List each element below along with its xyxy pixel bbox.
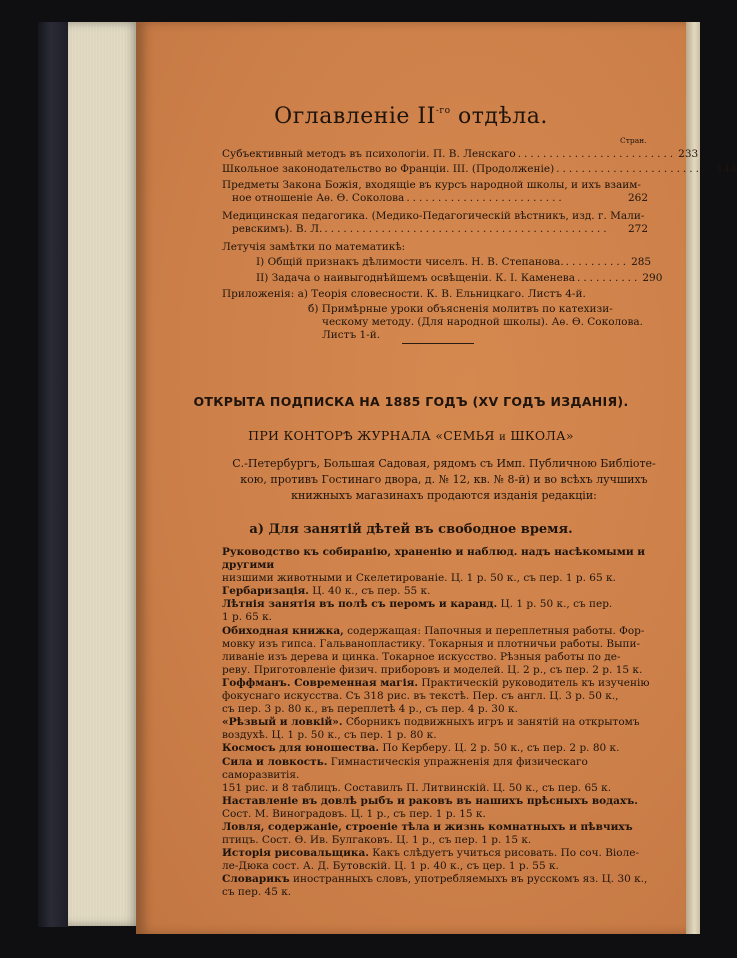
toc-entry: Школьное законодательство во Франціи. III. (Продолженіе) ......................... 144 [222, 163, 737, 175]
toc-entry: ревскимъ). В. Л. ............................................. 272 [232, 223, 648, 235]
book-entry: Сила и ловкость. Гимнастическія упражненія для физическаго саморазвитія. 151 рис. и 8 таблицъ. Составилъ П. Литвинскій. Ц. 50 к., съ пер. 65 к. [222, 755, 612, 794]
book-entry: Гоффманъ. Современная магія. Практическій руководитель къ изученію фокуснаго искусства. Съ 318 рис. въ текстѣ. Пер. съ англ. Ц. 3 р. 50 к., съ пер. 3 р. 80 к., въ переплетѣ 4 р., съ пер. 4 р. 30 к. [222, 676, 650, 716]
book-entry: Руководство къ собиранію, храненію и наблюд. надъ насѣкомыми и другими низшими животными и Скелетированіе. Ц. 1 р. 50 к., съ пер. 1 р. 65 к. [222, 546, 646, 585]
book-entry: Наставленіе въ довлѣ рыбъ и раковъ въ нашихъ прѣсныхъ водахъ. Сост. М. Виноградовъ. Ц. 1 р., съ пер. 1 р. 15 к. [222, 794, 638, 820]
book-entry: «Рѣзвый и ловкій». Сборникъ подвижныхъ игръ и занятій на открытомъ воздухѣ. Ц. 1 р. 50 к., съ пер. 1 р. 80 к. [222, 716, 640, 742]
divider [402, 343, 474, 344]
address-line: С.-Петербургъ, Большая Садовая, рядомъ съ Имп. Публичною Библіоте- [232, 457, 656, 470]
book-entry: Словарикъ иностранныхъ словъ, употребляемыхъ въ русскомъ яз. Ц. 30 к., съ пер. 45 к. [222, 873, 648, 899]
toc-entry: Субъективный методъ въ психологіи. П. В. Ленскаго ......................... 233 [222, 148, 699, 160]
book-list [222, 546, 658, 900]
book-page [136, 22, 737, 934]
book-entry: Гербаризація. Ц. 40 к., съ пер. 55 к. [222, 585, 431, 598]
book-entry: Лѣтнія занятія въ полѣ съ перомъ и каранд. Ц. 1 р. 50 к., съ пер. 1 р. 65 к. [222, 598, 613, 624]
toc-entry: Листъ 1-й. [322, 329, 381, 341]
address-line: книжныхъ магазинахъ продаются изданія редакціи: [291, 489, 597, 502]
toc-entry: Приложенія: а) Теорія словесности. К. В. Ельницкаго. Листъ 4-й. [222, 288, 586, 300]
page-edges [68, 22, 140, 926]
toc-entry: Летучія замѣтки по математикѣ: [222, 241, 406, 253]
subscription-heading: ОТКРЫТА ПОДПИСКА НА 1885 ГОДЪ (XV ГОДЪ ИЗДАНІЯ). [193, 394, 629, 409]
book-entry: Обиходная книжка, содержащая: Папочныя и переплетныя работы. Фор- мовку изъ гипса. Гальванопластику. Токарныя и плотничьи работы. Выпи- ливаніе изъ дерева и цинка. Токарное искусство. Рѣзныя работы по де- реву. Приготовленіе физич. приборовъ и моделей. Ц. 2 р., съ пер. 2 р. 15 к. [222, 624, 645, 676]
book-spine [38, 22, 70, 927]
toc-entry: I) Общій признакъ дѣлимости чиселъ. Н. В. Степанова. .......... 285 [256, 256, 652, 268]
section-heading: а) Для занятій дѣтей въ свободное время. [249, 522, 573, 537]
toc-entry: ческому методу. (Для народной школы). Аѳ. Ѳ. Соколова. [322, 316, 644, 328]
toc-entry: Предметы Закона Божія, входящіе въ курсъ народной школы, и ихъ взаим- [222, 179, 641, 191]
toc-entry: б) Примѣрные уроки объясненія молитвъ по катехизи- [308, 303, 613, 315]
book-entry: Ловля, содержаніе, строеніе тѣла и жизнь комнатныхъ и пѣвчихъ птицъ. Сост. Ѳ. Ив. Булгаковъ. Ц. 1 р., съ пер. 1 р. 15 к. [222, 820, 633, 847]
office-line: ПРИ КОНТОРѢ ЖУРНАЛА «СЕМЬЯ и ШКОЛА» [248, 428, 574, 443]
toc-entry: Медицинская педагогика. (Медико-Педагогическій вѣстникъ, изд. г. Мали- [222, 210, 645, 222]
toc-title: Оглавленіе $II^{-го}$ отдѣла. [274, 104, 548, 129]
book-entry: Космосъ для юношества. По Керберу. Ц. 2 р. 50 к., съ пер. 2 р. 80 к. [222, 742, 620, 755]
toc-entry: ное отношеніе Аѳ. Ѳ. Соколова ......................... 262 [232, 192, 648, 204]
toc-entry: II) Задача о наивыгоднѣйшемъ освѣщеніи. К. I. Каменева .......... 290 [256, 272, 663, 284]
book-entry: Исторія рисовальщика. Какъ слѣдуетъ учиться рисовать. По соч. Віоле- ле-Дюка сост. А. Д. Бутовскій. Ц. 1 р. 40 к., съ цер. 1 р. 55 к. [222, 847, 640, 873]
page-column-label: Стран. [620, 136, 647, 145]
address-line: кою, противъ Гостинаго двора, д. № 12, кв. № 8-й) и во всѣхъ лучшихъ [240, 473, 648, 486]
